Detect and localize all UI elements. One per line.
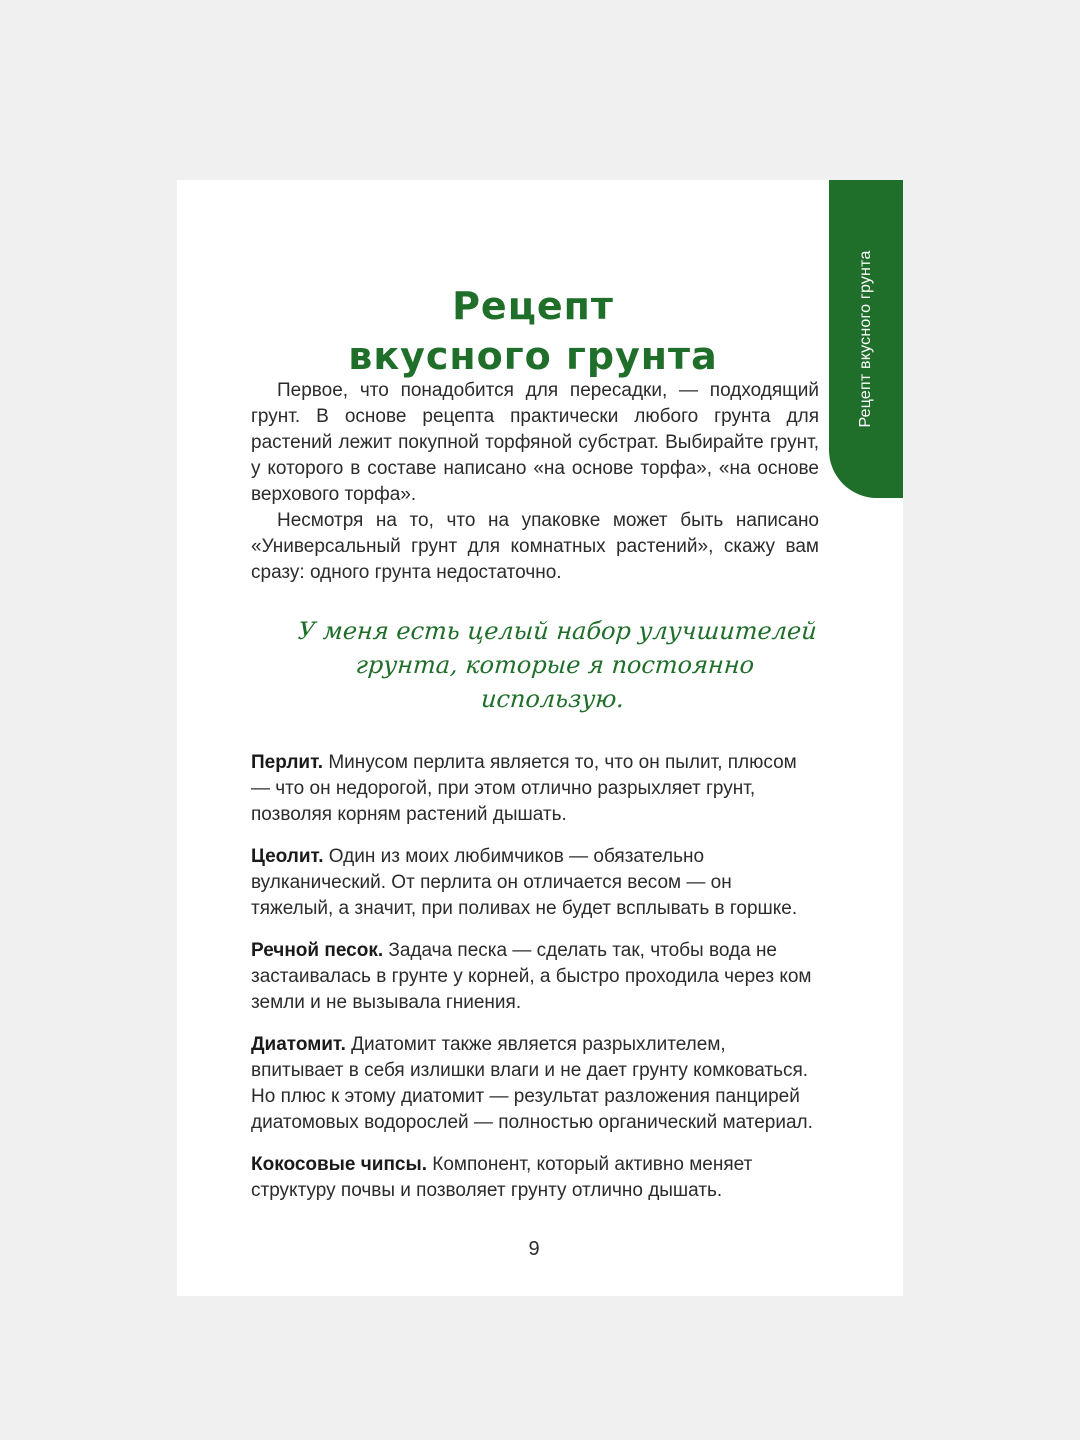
component-perlite	[251, 750, 819, 828]
page-title	[177, 281, 889, 381]
page-title-line-1: Рецепт	[452, 284, 614, 329]
intro-paragraph-2: Несмотря на то, что на упаковке может быть написано «Универсальный грунт для комнатных растений», скажу вам сразу: одного грунта недостаточно.	[251, 510, 819, 583]
component-zeolite	[251, 844, 819, 922]
component-coconut-chips	[251, 1152, 819, 1204]
chapter-side-tab-label: Рецепт вкусного грунта	[857, 250, 874, 428]
component-term: Перлит.	[251, 752, 324, 773]
handwritten-quote: У меня есть целый набор улучшителей грунта, которые я постоянно использую.	[297, 617, 818, 713]
component-description: Компонент, который активно меняет структуру почвы и позволяет грунту отлично дышать.	[251, 1154, 753, 1201]
intro-paragraph-1: Первое, что понадобится для пересадки, — подходящий грунт. В основе рецепта практически любого грунта для растений лежит покупной торфяной субстрат. Выбирайте грунт, у которого в составе написано «на основе торфа», «на основе верхового торфа».	[251, 380, 819, 505]
page-title-line-2: вкусного грунта	[348, 334, 718, 379]
book-page	[177, 180, 903, 1296]
component-term: Речной песок.	[251, 940, 384, 961]
component-term: Диатомит.	[251, 1034, 346, 1055]
page-number: 9	[528, 1238, 540, 1260]
component-term: Кокосовые чипсы.	[251, 1154, 428, 1175]
component-description: Диатомит также является разрыхлителем, впитывает в себя излишки влаги и не дает грунту комковаться. Но плюс к этому диатомит — результат разложения панцирей диатомовых водорослей — полностью органический материал.	[251, 1034, 813, 1133]
component-diatomite	[251, 1032, 819, 1136]
component-description: Задача песка — сделать так, чтобы вода не застаивалась в грунте у корней, а быстро проходила через ком земли и не вызывала гниения.	[251, 940, 812, 1013]
component-term: Цеолит.	[251, 846, 324, 867]
component-description: Один из моих любимчиков — обязательно вулканический. От перлита он отличается весом — он тяжелый, а значит, при поливах не будет всплывать в горшке.	[251, 846, 798, 919]
component-river-sand	[251, 938, 819, 1016]
component-description: Минусом перлита является то, что он пылит, плюсом — что он недорогой, при этом отлично разрыхляет грунт, позволяя корням растений дышать.	[251, 752, 797, 825]
page-body	[251, 378, 819, 1204]
